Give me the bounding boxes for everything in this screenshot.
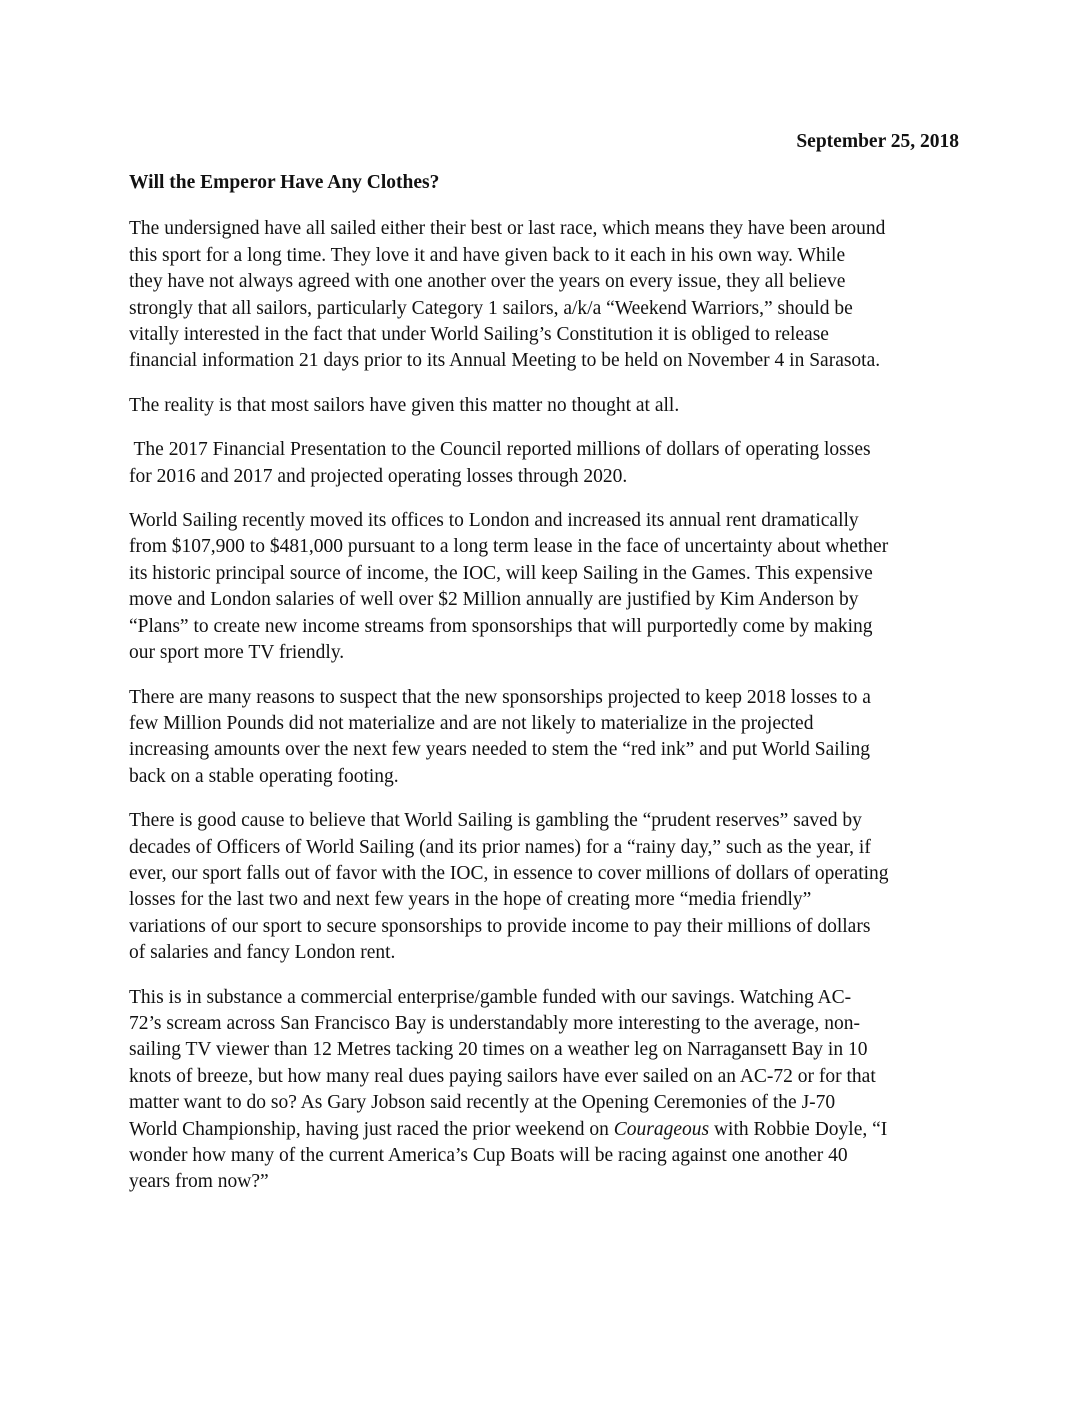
italic-boat-name: Courageous	[613, 1118, 710, 1140]
text-line: our sport more TV friendly.	[129, 642, 345, 664]
text-line-with-italic	[129, 1117, 969, 1143]
text-line: financial information 21 days prior to its Annual Meeting to be held on November 4 in Sarasota.	[129, 350, 881, 372]
paragraph-5	[129, 685, 969, 791]
text-line: sailing TV viewer than 12 Metres tacking 20 times on a weather leg on Narragansett Bay in 10	[129, 1039, 868, 1061]
text-line: few Million Pounds did not materialize and are not likely to materialize in the projected	[129, 712, 814, 734]
paragraph-6	[129, 808, 969, 966]
text-line: World Sailing recently moved its offices to London and increased its annual rent dramatically	[129, 510, 859, 532]
paragraph-2	[129, 393, 969, 419]
text-line: for 2016 and 2017 and projected operating losses through 2020.	[129, 465, 628, 487]
paragraph-3	[129, 437, 969, 490]
text-line: 72’s scream across San Francisco Bay is understandably more interesting to the average, non-	[129, 1012, 861, 1034]
text-line: of salaries and fancy London rent.	[129, 942, 396, 964]
text-line: ever, our sport falls out of favor with the IOC, in essence to cover millions of dollars of operating	[129, 862, 889, 884]
text-segment: with Robbie Doyle, “I	[709, 1118, 888, 1140]
letter-heading: Will the Emperor Have Any Clothes?	[129, 172, 440, 193]
text-line: they have not always agreed with one another over the years on every issue, they all believe	[129, 271, 846, 293]
text-line: this sport for a long time. They love it and have given back to it each in his own way. While	[129, 244, 846, 266]
text-line: variations of our sport to secure sponsorships to provide income to pay their millions of dollars	[129, 915, 871, 937]
text-line: back on a stable operating footing.	[129, 765, 399, 787]
paragraph-7	[129, 985, 969, 1196]
paragraph-4	[129, 508, 969, 666]
text-line: years from now?”	[129, 1171, 269, 1193]
text-segment: World Championship, having just raced the prior weekend on	[129, 1118, 614, 1140]
text-line: from $107,900 to $481,000 pursuant to a long term lease in the face of uncertainty about whether	[129, 536, 889, 558]
paragraph-1	[129, 216, 969, 374]
text-line: There is good cause to believe that World Sailing is gambling the “prudent reserves” saved by	[129, 810, 862, 832]
text-line: its historic principal source of income, the IOC, will keep Sailing in the Games. This expensive	[129, 562, 873, 584]
text-line: The 2017 Financial Presentation to the Council reported millions of dollars of operating losses	[129, 439, 871, 461]
text-line: increasing amounts over the next few years needed to stem the “red ink” and put World Sailing	[129, 739, 871, 761]
text-line: The reality is that most sailors have given this matter no thought at all.	[129, 394, 680, 416]
text-line: matter want to do so? As Gary Jobson said recently at the Opening Ceremonies of the J-70	[129, 1092, 836, 1114]
text-line: vitally interested in the fact that under World Sailing’s Constitution it is obliged to release	[129, 324, 829, 346]
text-line: move and London salaries of well over $2 Million annually are justified by Kim Anderson by	[129, 589, 859, 611]
text-line: wonder how many of the current America’s Cup Boats will be racing against one another 40	[129, 1145, 848, 1166]
letter-body	[129, 170, 969, 1214]
text-line: The undersigned have all sailed either their best or last race, which means they have been around	[129, 218, 886, 240]
letter-date: September 25, 2018	[796, 131, 959, 152]
text-line: losses for the last two and next few years in the hope of creating more “media friendly”	[129, 889, 812, 911]
text-line: knots of breeze, but how many real dues paying sailors have ever sailed on an AC-72 or for that	[129, 1065, 876, 1087]
text-line: decades of Officers of World Sailing (and its prior names) for a “rainy day,” such as the year, if	[129, 836, 871, 858]
text-line: “Plans” to create new income streams from sponsorships that will purportedly come by making	[129, 615, 873, 637]
text-line: strongly that all sailors, particularly Category 1 sailors, a/k/a “Weekend Warriors,” should be	[129, 297, 853, 319]
text-line: There are many reasons to suspect that the new sponsorships projected to keep 2018 losses to a	[129, 686, 871, 708]
text-line: This is in substance a commercial enterprise/gamble funded with our savings. Watching AC-	[129, 986, 852, 1008]
